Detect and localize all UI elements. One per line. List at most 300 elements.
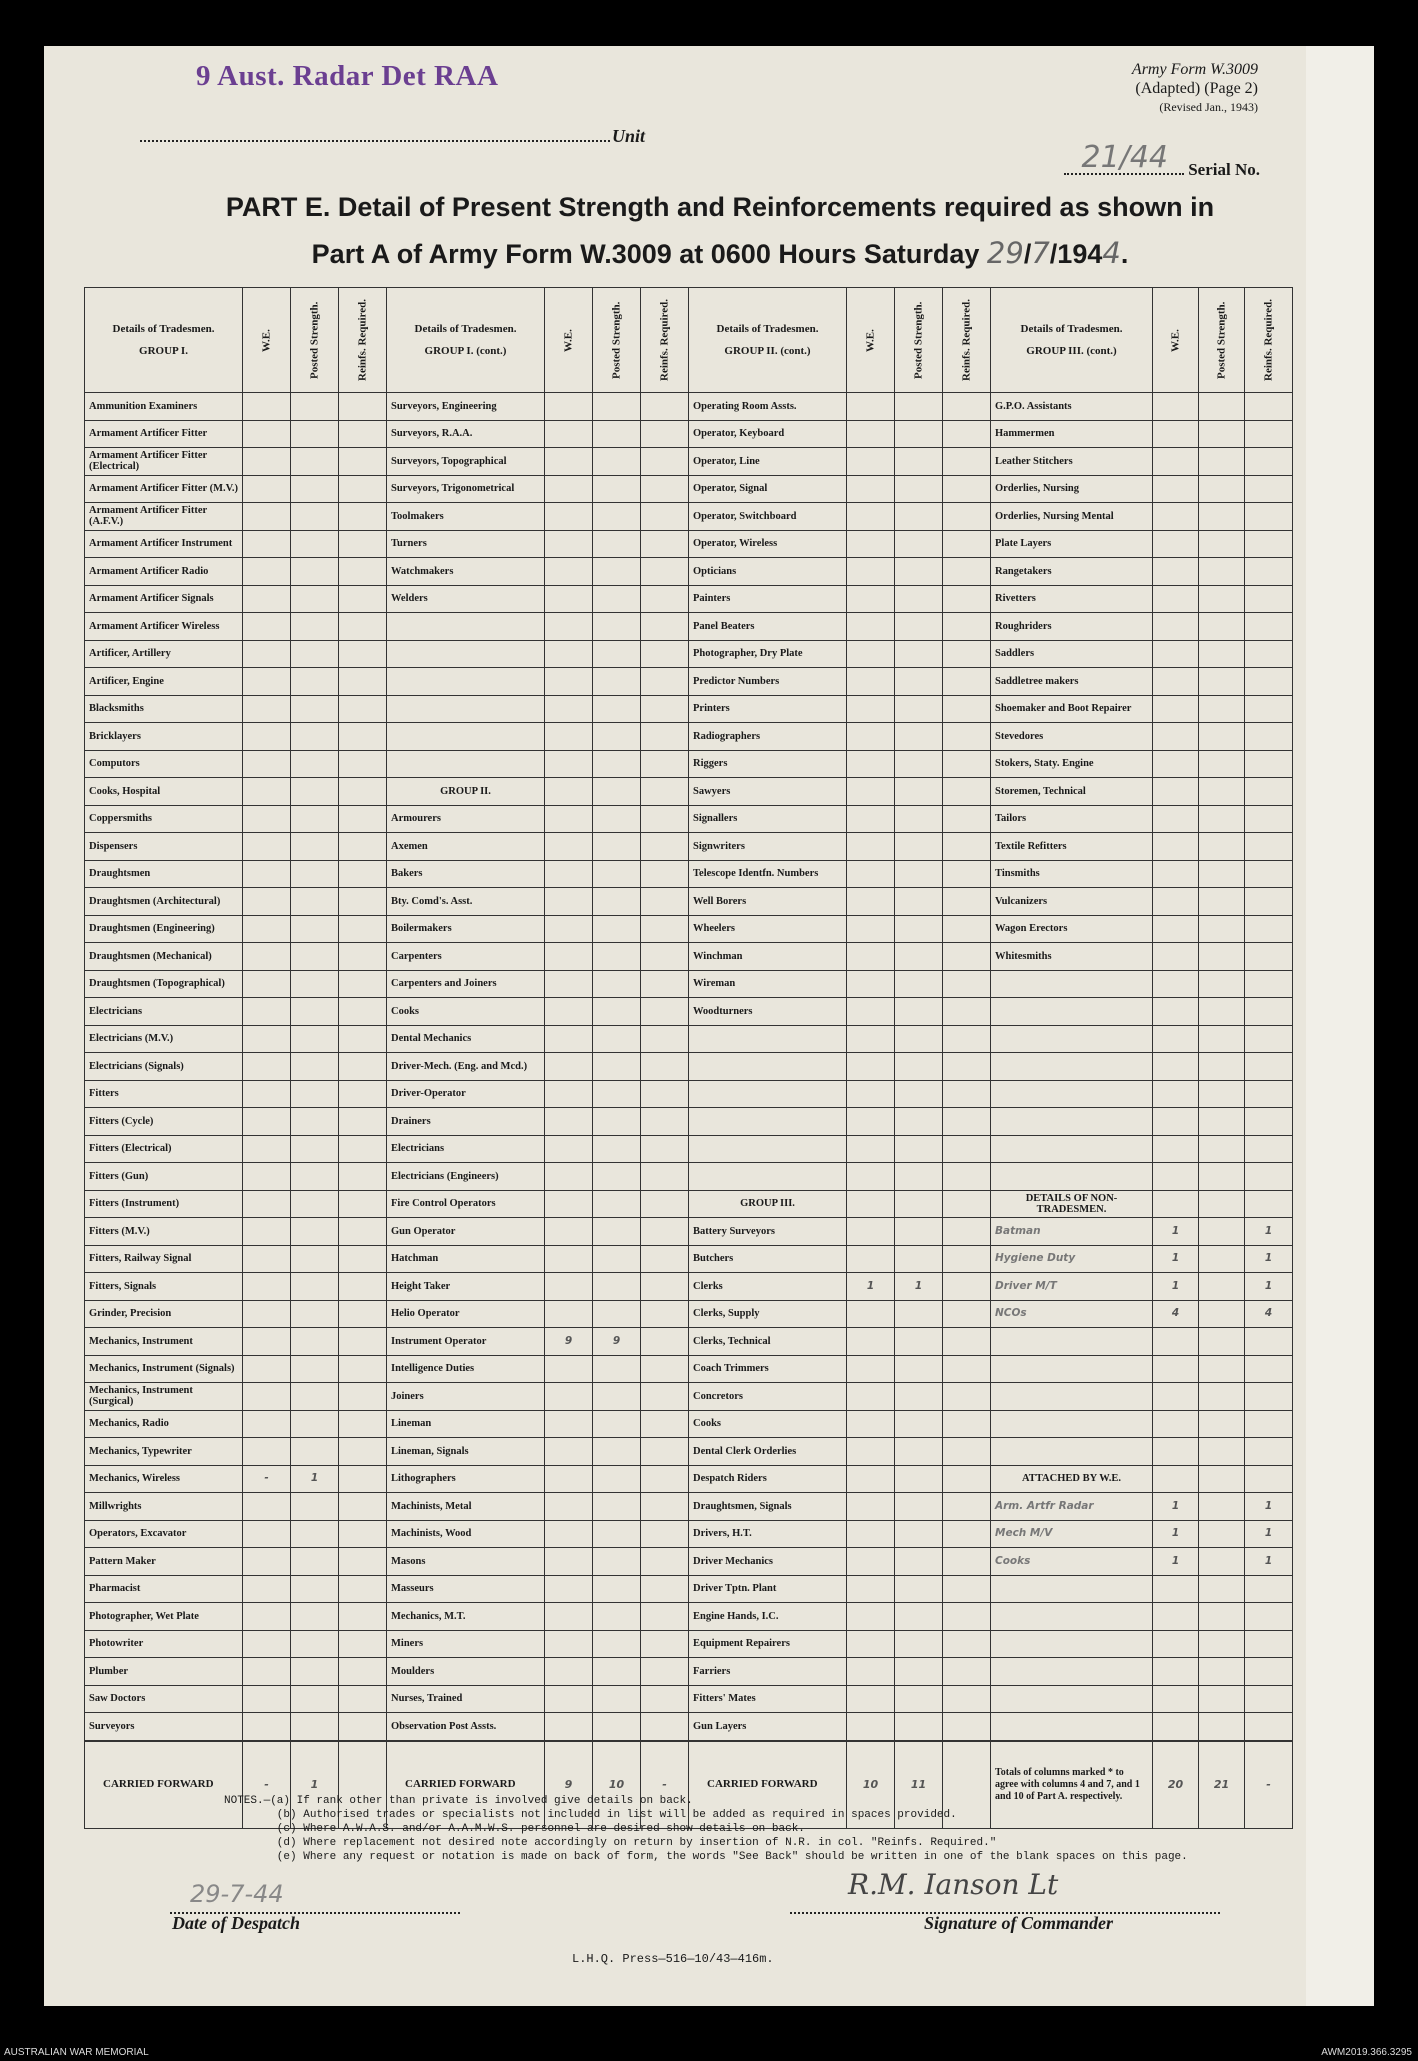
posted-cell [1199, 695, 1245, 723]
trade-name: Fitters' Mates [689, 1685, 847, 1713]
trade-name: Driver Tptn. Plant [689, 1575, 847, 1603]
we-cell [243, 1328, 291, 1356]
posted-cell [291, 915, 339, 943]
reinf-cell [1245, 970, 1293, 998]
reinf-cell [339, 1465, 387, 1493]
despatch-date-handwritten: 29-7-44 [190, 1880, 284, 1908]
reinf-cell [943, 1383, 991, 1411]
posted-cell [1199, 1713, 1245, 1741]
table-row [85, 475, 1293, 503]
we-cell [545, 1658, 593, 1686]
form-reference [1132, 60, 1258, 117]
posted-cell [593, 558, 641, 586]
trade-name: Coach Trimmers [689, 1355, 847, 1383]
reinf-cell [1245, 1630, 1293, 1658]
reinf-cell [641, 778, 689, 806]
we-cell [847, 1328, 895, 1356]
we-cell [1153, 1355, 1199, 1383]
posted-cell [895, 833, 943, 861]
form-adapted: (Adapted) (Page 2) [1135, 80, 1258, 97]
trade-name [991, 1575, 1153, 1603]
we-cell [545, 943, 593, 971]
reinf-cell [943, 1603, 991, 1631]
reinf-cell [943, 420, 991, 448]
trade-name: Operator, Line [689, 448, 847, 476]
we-cell [1153, 723, 1199, 751]
posted-cell [1199, 1438, 1245, 1466]
trade-name: Mechanics, Instrument (Surgical) [85, 1383, 243, 1411]
we-cell [545, 1135, 593, 1163]
trade-name [991, 1053, 1153, 1081]
reinf-cell [943, 833, 991, 861]
posted-cell [593, 530, 641, 558]
trade-name: Leather Stitchers [991, 448, 1153, 476]
posted-cell [593, 1053, 641, 1081]
reinf-cell [339, 1053, 387, 1081]
posted-cell [1199, 1053, 1245, 1081]
reinf-cell [641, 420, 689, 448]
trade-name: Signwriters [689, 833, 847, 861]
posted-cell [593, 805, 641, 833]
reinf-cell [943, 778, 991, 806]
reinf-cell [641, 1465, 689, 1493]
trade-name: Lineman [387, 1410, 545, 1438]
we-cell [243, 1080, 291, 1108]
we-cell [545, 613, 593, 641]
we-cell [847, 1575, 895, 1603]
posted-cell [895, 1163, 943, 1191]
reinf-cell [1245, 585, 1293, 613]
reinf-cell [339, 1658, 387, 1686]
we-cell [545, 475, 593, 503]
posted-cell [895, 393, 943, 421]
posted-cell [593, 1575, 641, 1603]
reinf-cell: 1 [1245, 1520, 1293, 1548]
reinf-cell [641, 723, 689, 751]
reinf-cell [943, 998, 991, 1026]
trade-name: ATTACHED BY W.E. [991, 1465, 1153, 1493]
trade-name [991, 1163, 1153, 1191]
we-cell [243, 1493, 291, 1521]
posted-cell [593, 1355, 641, 1383]
reinf-cell [339, 970, 387, 998]
posted-cell [1199, 585, 1245, 613]
we-cell [545, 1575, 593, 1603]
printer-imprint: L.H.Q. Press—516—10/43—416m. [572, 1952, 774, 1966]
we-cell [847, 1245, 895, 1273]
we-cell [243, 943, 291, 971]
reinf-cell [641, 1025, 689, 1053]
reinf-cell [641, 915, 689, 943]
posted-cell [895, 723, 943, 751]
we-cell [545, 1603, 593, 1631]
cf-g3-we: 10 [847, 1741, 895, 1829]
trade-name: Moulders [387, 1658, 545, 1686]
col-we: W.E. [545, 288, 593, 393]
trade-name: Electricians (Signals) [85, 1053, 243, 1081]
trade-name: Cooks [387, 998, 545, 1026]
posted-cell [593, 613, 641, 641]
reinf-cell [641, 530, 689, 558]
posted-cell [895, 1465, 943, 1493]
trade-name: Vulcanizers [991, 888, 1153, 916]
paper-edge [1306, 46, 1374, 2006]
posted-cell [593, 1713, 641, 1741]
reinf-cell [943, 1575, 991, 1603]
reinf-cell [641, 585, 689, 613]
reinf-cell [339, 1410, 387, 1438]
posted-cell [895, 778, 943, 806]
trade-name: Blacksmiths [85, 695, 243, 723]
reinf-cell [1245, 613, 1293, 641]
posted-cell [1199, 750, 1245, 778]
trade-name: Dental Clerk Orderlies [689, 1438, 847, 1466]
we-cell [545, 833, 593, 861]
we-cell [847, 778, 895, 806]
table-row [85, 805, 1293, 833]
serial-number [1064, 160, 1260, 180]
reinf-cell [339, 530, 387, 558]
table-row [85, 530, 1293, 558]
reinf-cell [339, 1685, 387, 1713]
trade-name: Signallers [689, 805, 847, 833]
we-cell [1153, 530, 1199, 558]
reinf-cell [943, 1548, 991, 1576]
posted-cell: 1 [291, 1465, 339, 1493]
reinf-cell: 4 [1245, 1300, 1293, 1328]
we-cell [545, 1383, 593, 1411]
posted-cell [895, 1328, 943, 1356]
trade-name: Lithographers [387, 1465, 545, 1493]
we-cell [847, 530, 895, 558]
posted-cell [291, 1080, 339, 1108]
posted-cell [1199, 448, 1245, 476]
posted-cell [895, 613, 943, 641]
table-row [85, 1465, 1293, 1493]
posted-cell [291, 1245, 339, 1273]
posted-cell [291, 530, 339, 558]
col-reinf: Reinfs. Required. [339, 288, 387, 393]
trade-name: Machinists, Metal [387, 1493, 545, 1521]
trade-name: Stevedores [991, 723, 1153, 751]
reinf-cell [641, 1355, 689, 1383]
page-title-line1: PART E. Detail of Present Strength and Reinforcements required as shown in [225, 192, 1215, 222]
we-cell [847, 558, 895, 586]
we-cell [1153, 805, 1199, 833]
we-cell [243, 640, 291, 668]
table-row [85, 1080, 1293, 1108]
reinf-cell [943, 1493, 991, 1521]
trade-name: Armament Artificer Wireless [85, 613, 243, 641]
reinf-cell [943, 1080, 991, 1108]
we-cell [847, 1410, 895, 1438]
reinf-cell [339, 613, 387, 641]
col-details-g3-cont: Details of Tradesmen. GROUP III. (cont.) [991, 288, 1153, 393]
we-cell [545, 888, 593, 916]
we-cell [243, 915, 291, 943]
posted-cell [1199, 503, 1245, 531]
reinf-cell [641, 1713, 689, 1741]
we-cell [847, 448, 895, 476]
trade-name: Photographer, Wet Plate [85, 1603, 243, 1631]
trade-name: Clerks, Technical [689, 1328, 847, 1356]
we-cell [243, 805, 291, 833]
posted-cell [1199, 833, 1245, 861]
trade-name: Height Taker [387, 1273, 545, 1301]
trade-name: Armament Artificer Instrument [85, 530, 243, 558]
trade-name: Surveyors, Engineering [387, 393, 545, 421]
reinf-cell [1245, 1603, 1293, 1631]
reinf-cell [339, 860, 387, 888]
trade-name [991, 1713, 1153, 1741]
trade-name [689, 1053, 847, 1081]
reinf-cell [943, 943, 991, 971]
posted-cell [1199, 1685, 1245, 1713]
reinf-cell [339, 943, 387, 971]
we-cell [545, 1300, 593, 1328]
we-cell [243, 1410, 291, 1438]
posted-cell [895, 448, 943, 476]
trade-name: Armament Artificer Fitter (A.F.V.) [85, 503, 243, 531]
we-cell [847, 1383, 895, 1411]
table-row [85, 1025, 1293, 1053]
we-cell: 1 [847, 1273, 895, 1301]
reinf-cell [339, 888, 387, 916]
title-text: Part A of Army Form W.3009 at 0600 Hours Saturday [311, 239, 980, 269]
trade-name: Clerks, Supply [689, 1300, 847, 1328]
reinf-cell [641, 1218, 689, 1246]
trade-name: Driver-Operator [387, 1080, 545, 1108]
posted-cell [895, 1630, 943, 1658]
we-cell [243, 585, 291, 613]
posted-cell [1199, 1493, 1245, 1521]
reinf-cell [1245, 1328, 1293, 1356]
we-cell [1153, 998, 1199, 1026]
posted-cell [291, 1438, 339, 1466]
reinf-cell [641, 750, 689, 778]
we-cell [847, 1713, 895, 1741]
trade-name: Hygiene Duty [991, 1245, 1153, 1273]
we-cell [243, 558, 291, 586]
posted-cell [895, 558, 943, 586]
reinf-cell [339, 1108, 387, 1136]
we-cell [847, 1685, 895, 1713]
table-row [85, 1355, 1293, 1383]
trade-name: Fitters [85, 1080, 243, 1108]
posted-cell [1199, 558, 1245, 586]
reinf-cell [1245, 420, 1293, 448]
posted-cell [1199, 1383, 1245, 1411]
trade-name: Panel Beaters [689, 613, 847, 641]
trade-name: Concretors [689, 1383, 847, 1411]
trade-name: Saw Doctors [85, 1685, 243, 1713]
posted-cell [895, 1245, 943, 1273]
posted-cell [593, 1438, 641, 1466]
we-cell [847, 420, 895, 448]
reinf-cell [1245, 833, 1293, 861]
trade-name: Draughtsmen (Topographical) [85, 970, 243, 998]
we-cell [243, 1520, 291, 1548]
trade-name [991, 1630, 1153, 1658]
note-line: (c) Where A.W.A.S. and/or A.A.M.W.S. personnel are desired show details on back. [224, 1823, 805, 1835]
trade-name: Butchers [689, 1245, 847, 1273]
we-cell [545, 558, 593, 586]
trade-name: Hatchman [387, 1245, 545, 1273]
we-cell [243, 613, 291, 641]
reinf-cell [1245, 475, 1293, 503]
posted-cell [895, 695, 943, 723]
reinf-cell [943, 668, 991, 696]
reinf-cell [339, 1025, 387, 1053]
we-cell [1153, 640, 1199, 668]
date-label: Date of Despatch [172, 1913, 300, 1933]
trade-name: Armament Artificer Fitter (Electrical) [85, 448, 243, 476]
trade-name: Saddlers [991, 640, 1153, 668]
trade-name: Fitters (Electrical) [85, 1135, 243, 1163]
we-cell [1153, 915, 1199, 943]
reinf-cell [943, 1300, 991, 1328]
trade-name: GROUP III. [689, 1190, 847, 1218]
we-cell [1153, 1603, 1199, 1631]
we-cell [847, 1135, 895, 1163]
trade-name [991, 998, 1153, 1026]
posted-cell [1199, 888, 1245, 916]
trade-name: Ammunition Examiners [85, 393, 243, 421]
reinf-cell [943, 1713, 991, 1741]
posted-cell [291, 1135, 339, 1163]
posted-cell [593, 393, 641, 421]
col-posted: Posted Strength. [1199, 288, 1245, 393]
trade-name: Operator, Keyboard [689, 420, 847, 448]
posted-cell [1199, 778, 1245, 806]
we-cell [1153, 1658, 1199, 1686]
posted-cell [291, 1163, 339, 1191]
posted-cell [1199, 1520, 1245, 1548]
trade-name: Electricians (Engineers) [387, 1163, 545, 1191]
reinf-cell [943, 585, 991, 613]
trade-name: Gun Operator [387, 1218, 545, 1246]
posted-cell [895, 1053, 943, 1081]
trade-name: Woodturners [689, 998, 847, 1026]
we-cell [847, 1355, 895, 1383]
we-cell [243, 1273, 291, 1301]
reinf-cell: 1 [1245, 1218, 1293, 1246]
trade-name: Lineman, Signals [387, 1438, 545, 1466]
posted-cell [895, 1190, 943, 1218]
reinf-cell [339, 1300, 387, 1328]
commander-signature: R.M. Ianson Lt [848, 1868, 1059, 1901]
reinf-cell [641, 1630, 689, 1658]
we-cell [847, 1520, 895, 1548]
we-cell [545, 1410, 593, 1438]
posted-cell [1199, 1328, 1245, 1356]
trade-name: Wheelers [689, 915, 847, 943]
posted-cell [593, 668, 641, 696]
trade-name: Hammermen [991, 420, 1153, 448]
we-cell [243, 1163, 291, 1191]
trade-name: Armament Artificer Fitter [85, 420, 243, 448]
posted-cell [895, 503, 943, 531]
note-line: (d) Where replacement not desired note accordingly on return by insertion of N.R. in col. "Reinfs. Required." [224, 1837, 997, 1849]
posted-cell [1199, 1025, 1245, 1053]
reinf-cell [641, 970, 689, 998]
title-month: 7 [1031, 236, 1050, 270]
posted-cell [1199, 1410, 1245, 1438]
title-period: . [1120, 239, 1129, 269]
posted-cell [895, 1438, 943, 1466]
we-cell [545, 805, 593, 833]
reinf-cell [943, 1163, 991, 1191]
posted-cell [895, 1108, 943, 1136]
we-cell [545, 1548, 593, 1576]
table-row [85, 1575, 1293, 1603]
trade-name: Instrument Operator [387, 1328, 545, 1356]
reinf-cell [943, 860, 991, 888]
trade-name: Fitters, Railway Signal [85, 1245, 243, 1273]
trade-name [991, 1080, 1153, 1108]
posted-cell [291, 503, 339, 531]
posted-cell [593, 998, 641, 1026]
reinf-cell [339, 1135, 387, 1163]
trade-name [991, 1025, 1153, 1053]
trade-name: Despatch Riders [689, 1465, 847, 1493]
posted-cell [895, 1575, 943, 1603]
trade-name [387, 640, 545, 668]
reinf-cell [1245, 915, 1293, 943]
posted-cell [291, 1410, 339, 1438]
table-row [85, 1685, 1293, 1713]
we-cell [545, 1245, 593, 1273]
posted-cell [593, 1163, 641, 1191]
posted-cell [895, 970, 943, 998]
we-cell [545, 970, 593, 998]
we-cell [1153, 1190, 1199, 1218]
reinf-cell [339, 1713, 387, 1741]
reinf-cell [1245, 1108, 1293, 1136]
reinf-cell [1245, 1163, 1293, 1191]
reinf-cell [641, 475, 689, 503]
we-cell [243, 1355, 291, 1383]
posted-cell [895, 915, 943, 943]
reinf-cell: 1 [1245, 1493, 1293, 1521]
reinf-cell [641, 1053, 689, 1081]
we-cell [1153, 1438, 1199, 1466]
reinf-cell [641, 1493, 689, 1521]
posted-cell [895, 1685, 943, 1713]
we-cell [847, 805, 895, 833]
trade-name: Orderlies, Nursing [991, 475, 1153, 503]
posted-cell [593, 970, 641, 998]
table-row [85, 1713, 1293, 1741]
signature-label: Signature of Commander [924, 1913, 1114, 1933]
trade-name: Fitters (Gun) [85, 1163, 243, 1191]
posted-cell [593, 695, 641, 723]
posted-cell [895, 1135, 943, 1163]
reinf-cell [1245, 1190, 1293, 1218]
col-reinf: Reinfs. Required. [641, 288, 689, 393]
reinf-cell [943, 613, 991, 641]
posted-cell [291, 833, 339, 861]
trade-name: Cooks [991, 1548, 1153, 1576]
we-cell [545, 530, 593, 558]
trade-name [991, 1383, 1153, 1411]
trade-name: Surveyors, Trigonometrical [387, 475, 545, 503]
reinf-cell [1245, 1053, 1293, 1081]
we-cell [243, 778, 291, 806]
trade-name: Riggers [689, 750, 847, 778]
we-cell [847, 723, 895, 751]
trade-name: Armament Artificer Fitter (M.V.) [85, 475, 243, 503]
